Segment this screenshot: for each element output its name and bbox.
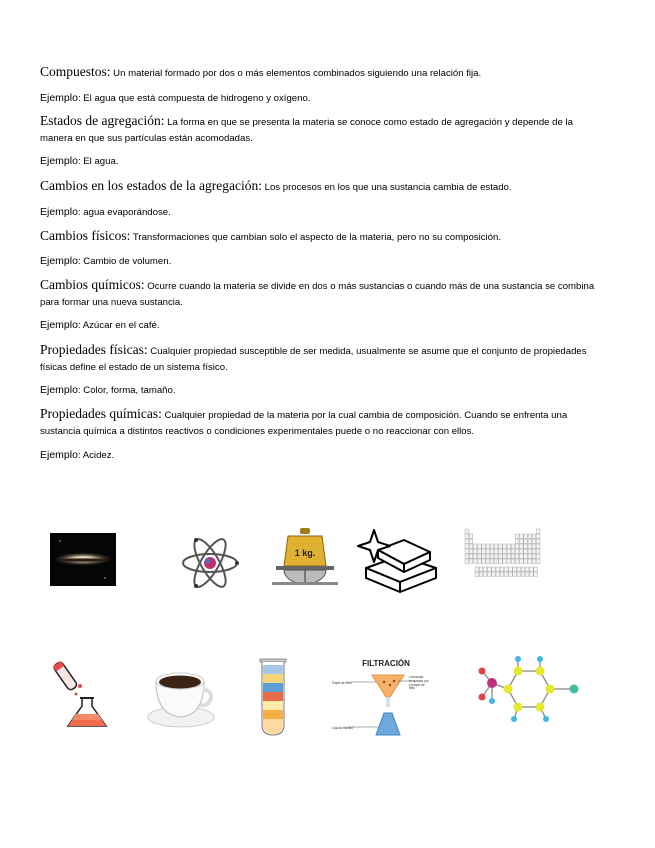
element-cell bbox=[492, 567, 496, 571]
element-cell bbox=[524, 549, 528, 553]
element-cell bbox=[536, 539, 540, 543]
element-cell bbox=[494, 549, 498, 553]
test-tube-layers-image bbox=[258, 657, 288, 737]
definition-text: Cualquier propiedad de la materia por la cual cambia de composición. Cuando se enfrenta una sustancia química a distintos reactivos o condiciones experimentales puede o no reaccionar con ellos. bbox=[40, 410, 568, 437]
element-cell bbox=[511, 554, 515, 558]
element-cell bbox=[521, 567, 525, 571]
element-cell bbox=[530, 572, 534, 576]
element-cell bbox=[520, 554, 524, 558]
element-cell bbox=[520, 544, 524, 548]
element-cell bbox=[469, 544, 473, 548]
element-cell bbox=[520, 559, 524, 563]
element-cell bbox=[494, 544, 498, 548]
element-cell bbox=[532, 549, 536, 553]
filtration-particles-label: Partículas atrapadas por el papel de filtro bbox=[409, 676, 429, 690]
element-cell bbox=[513, 567, 517, 571]
element-cell bbox=[534, 572, 538, 576]
atom bbox=[514, 703, 523, 712]
element-cell bbox=[525, 572, 529, 576]
example-cambios-estados bbox=[40, 204, 600, 221]
element-cell bbox=[479, 572, 483, 576]
element-cell bbox=[465, 539, 469, 543]
element-cell bbox=[478, 549, 482, 553]
example-estados-agregacion bbox=[40, 153, 600, 170]
element-cell bbox=[536, 529, 540, 533]
element-cell bbox=[515, 544, 519, 548]
term: Propiedades químicas: bbox=[40, 406, 162, 421]
element-cell bbox=[486, 549, 490, 553]
element-cell bbox=[503, 554, 507, 558]
element-cell bbox=[465, 554, 469, 558]
element-cell bbox=[475, 572, 479, 576]
element-cell bbox=[482, 554, 486, 558]
element-cell bbox=[528, 534, 532, 538]
element-cell bbox=[465, 544, 469, 548]
element-cell bbox=[528, 539, 532, 543]
coffee-cup-image bbox=[146, 665, 216, 728]
element-cell bbox=[515, 549, 519, 553]
element-cell bbox=[507, 554, 511, 558]
element-cell bbox=[507, 559, 511, 563]
element-cell bbox=[465, 534, 469, 538]
example-cambios-quimicos bbox=[40, 317, 600, 334]
example-propiedades-quimicas bbox=[40, 447, 600, 464]
element-cell bbox=[473, 544, 477, 548]
example-label: Ejemplo bbox=[40, 255, 78, 267]
term: Cambios químicos: bbox=[40, 277, 145, 292]
element-cell bbox=[503, 559, 507, 563]
element-cell bbox=[515, 559, 519, 563]
element-cell bbox=[528, 549, 532, 553]
element-cell bbox=[482, 559, 486, 563]
atom bbox=[489, 698, 495, 704]
element-cell bbox=[490, 549, 494, 553]
element-cell bbox=[473, 549, 477, 553]
element-cell bbox=[515, 554, 519, 558]
element-cell bbox=[499, 554, 503, 558]
term: Propiedades físicas: bbox=[40, 342, 148, 357]
atom bbox=[543, 716, 549, 722]
element-cell bbox=[496, 572, 500, 576]
atom bbox=[546, 685, 555, 694]
example-text: : El agua que está compuesta de hidrogeno y oxígeno. bbox=[77, 93, 311, 104]
element-cell bbox=[532, 544, 536, 548]
example-compuestos bbox=[40, 90, 600, 107]
definition-text: Ocurre cuando la materia se divide en dos o más sustancias o cuando más de una sustancia se combina para formar una nueva sustancia. bbox=[40, 281, 595, 308]
element-cell bbox=[478, 544, 482, 548]
definition-text: La forma en que se presenta la materia se conoce como estado de agregación y depende de la manera en que sus partículas están acomodadas. bbox=[40, 117, 573, 144]
element-cell bbox=[499, 544, 503, 548]
atom bbox=[570, 685, 579, 694]
element-cell bbox=[532, 534, 536, 538]
element-cell bbox=[534, 567, 538, 571]
element-cell bbox=[536, 544, 540, 548]
periodic-table-image bbox=[463, 527, 543, 585]
element-cell bbox=[488, 567, 492, 571]
definition-cambios-fisicos bbox=[40, 228, 600, 246]
filtration-diagram-image bbox=[330, 657, 430, 737]
filtration-title: FILTRACIÓN bbox=[362, 659, 410, 668]
element-cell bbox=[503, 549, 507, 553]
element-cell bbox=[492, 572, 496, 576]
chemistry-flask-image bbox=[50, 654, 116, 732]
filtration-liquid-label: Líquido filtrado bbox=[332, 726, 353, 730]
scale-weight-image bbox=[270, 526, 340, 588]
atom-image bbox=[180, 535, 240, 591]
element-cell bbox=[486, 544, 490, 548]
atom bbox=[536, 703, 545, 712]
filtration-paper-label: Papel de filtro bbox=[332, 681, 352, 685]
term: Compuestos: bbox=[40, 64, 111, 79]
element-cell bbox=[483, 567, 487, 571]
element-cell bbox=[500, 572, 504, 576]
element-cell bbox=[536, 559, 540, 563]
element-cell bbox=[524, 539, 528, 543]
element-cell bbox=[504, 572, 508, 576]
definition-text: Los procesos en los que una sustancia cambia de estado. bbox=[261, 182, 512, 193]
element-cell bbox=[469, 539, 473, 543]
term: Estados de agregación: bbox=[40, 113, 165, 128]
element-cell bbox=[490, 554, 494, 558]
element-cell bbox=[478, 559, 482, 563]
element-cell bbox=[511, 544, 515, 548]
element-cell bbox=[482, 544, 486, 548]
weight-label: 1 kg. bbox=[294, 548, 316, 558]
element-cell bbox=[469, 534, 473, 538]
element-cell bbox=[532, 539, 536, 543]
element-cell bbox=[532, 554, 536, 558]
definition-cambios-estados bbox=[40, 178, 600, 196]
element-cell bbox=[475, 567, 479, 571]
element-cell bbox=[520, 549, 524, 553]
element-cell bbox=[524, 554, 528, 558]
element-cell bbox=[483, 572, 487, 576]
element-cell bbox=[473, 559, 477, 563]
element-cell bbox=[469, 559, 473, 563]
example-text: : agua evaporándose. bbox=[77, 207, 171, 218]
atom bbox=[479, 668, 486, 675]
definition-text: Transformaciones que cambian solo el aspecto de la materia, pero no su composición. bbox=[130, 232, 501, 243]
atom bbox=[479, 694, 486, 701]
definition-estados-agregacion bbox=[40, 113, 600, 147]
example-label: Ejemplo bbox=[40, 155, 78, 167]
element-cell bbox=[469, 549, 473, 553]
atom bbox=[487, 678, 497, 688]
atom bbox=[537, 656, 543, 662]
definition-propiedades-fisicas bbox=[40, 342, 600, 376]
element-cell bbox=[524, 559, 528, 563]
atom bbox=[536, 667, 545, 676]
element-cell bbox=[507, 549, 511, 553]
example-cambios-fisicos bbox=[40, 253, 600, 270]
element-cell bbox=[503, 544, 507, 548]
element-cell bbox=[465, 559, 469, 563]
element-cell bbox=[478, 554, 482, 558]
element-cell bbox=[465, 549, 469, 553]
example-text: : Acidez. bbox=[77, 450, 115, 461]
example-label: Ejemplo bbox=[40, 449, 78, 461]
element-cell bbox=[482, 549, 486, 553]
element-cell bbox=[524, 534, 528, 538]
element-cell bbox=[504, 567, 508, 571]
element-cell bbox=[486, 554, 490, 558]
example-text: : Azúcar en el café. bbox=[77, 320, 160, 331]
element-cell bbox=[499, 549, 503, 553]
example-label: Ejemplo bbox=[40, 319, 78, 331]
element-cell bbox=[465, 529, 469, 533]
term: Cambios en los estados de la agregación: bbox=[40, 178, 262, 193]
definition-propiedades-quimicas bbox=[40, 406, 600, 440]
element-cell bbox=[528, 544, 532, 548]
element-cell bbox=[494, 559, 498, 563]
element-cell bbox=[520, 534, 524, 538]
element-cell bbox=[536, 554, 540, 558]
element-cell bbox=[515, 539, 519, 543]
definition-cambios-quimicos bbox=[40, 277, 600, 311]
element-cell bbox=[536, 549, 540, 553]
element-cell bbox=[532, 559, 536, 563]
element-cell bbox=[511, 549, 515, 553]
element-cell bbox=[507, 544, 511, 548]
example-label: Ejemplo bbox=[40, 92, 78, 104]
example-text: : Color, forma, tamaño. bbox=[77, 385, 176, 396]
element-cell bbox=[524, 544, 528, 548]
element-cell bbox=[486, 559, 490, 563]
element-cell bbox=[490, 559, 494, 563]
element-cell bbox=[479, 567, 483, 571]
atom bbox=[511, 716, 517, 722]
element-cell bbox=[521, 572, 525, 576]
element-cell bbox=[515, 534, 519, 538]
galaxy-image bbox=[50, 533, 116, 586]
element-cell bbox=[509, 572, 513, 576]
element-cell bbox=[473, 554, 477, 558]
element-cell bbox=[530, 567, 534, 571]
element-cell bbox=[513, 572, 517, 576]
example-propiedades-fisicas bbox=[40, 382, 600, 399]
element-cell bbox=[490, 544, 494, 548]
element-cell bbox=[536, 534, 540, 538]
element-cell bbox=[511, 559, 515, 563]
element-cell bbox=[528, 559, 532, 563]
gold-bars-image bbox=[356, 526, 442, 594]
element-cell bbox=[496, 567, 500, 571]
example-text: : El agua. bbox=[77, 156, 119, 167]
example-text: : Cambio de volumen. bbox=[77, 256, 172, 267]
definition-text: Un material formado por dos o más elementos combinados siguiendo una relación fija. bbox=[110, 68, 482, 79]
element-cell bbox=[488, 572, 492, 576]
molecule-image bbox=[478, 657, 586, 727]
element-cell bbox=[500, 567, 504, 571]
definition-compuestos bbox=[40, 64, 600, 82]
example-label: Ejemplo bbox=[40, 384, 78, 396]
atom bbox=[514, 667, 523, 676]
definition-text: Cualquier propiedad susceptible de ser medida, usualmente se asume que el conjunto de propiedades físicas define el estado de un sistema físico. bbox=[40, 346, 587, 373]
term: Cambios físicos: bbox=[40, 228, 131, 243]
atom bbox=[515, 656, 521, 662]
element-cell bbox=[499, 559, 503, 563]
element-cell bbox=[469, 554, 473, 558]
element-cell bbox=[517, 567, 521, 571]
element-cell bbox=[517, 572, 521, 576]
example-label: Ejemplo bbox=[40, 206, 78, 218]
element-cell bbox=[528, 554, 532, 558]
element-cell bbox=[525, 567, 529, 571]
element-cell bbox=[494, 554, 498, 558]
element-cell bbox=[520, 539, 524, 543]
element-cell bbox=[509, 567, 513, 571]
atom bbox=[504, 685, 513, 694]
